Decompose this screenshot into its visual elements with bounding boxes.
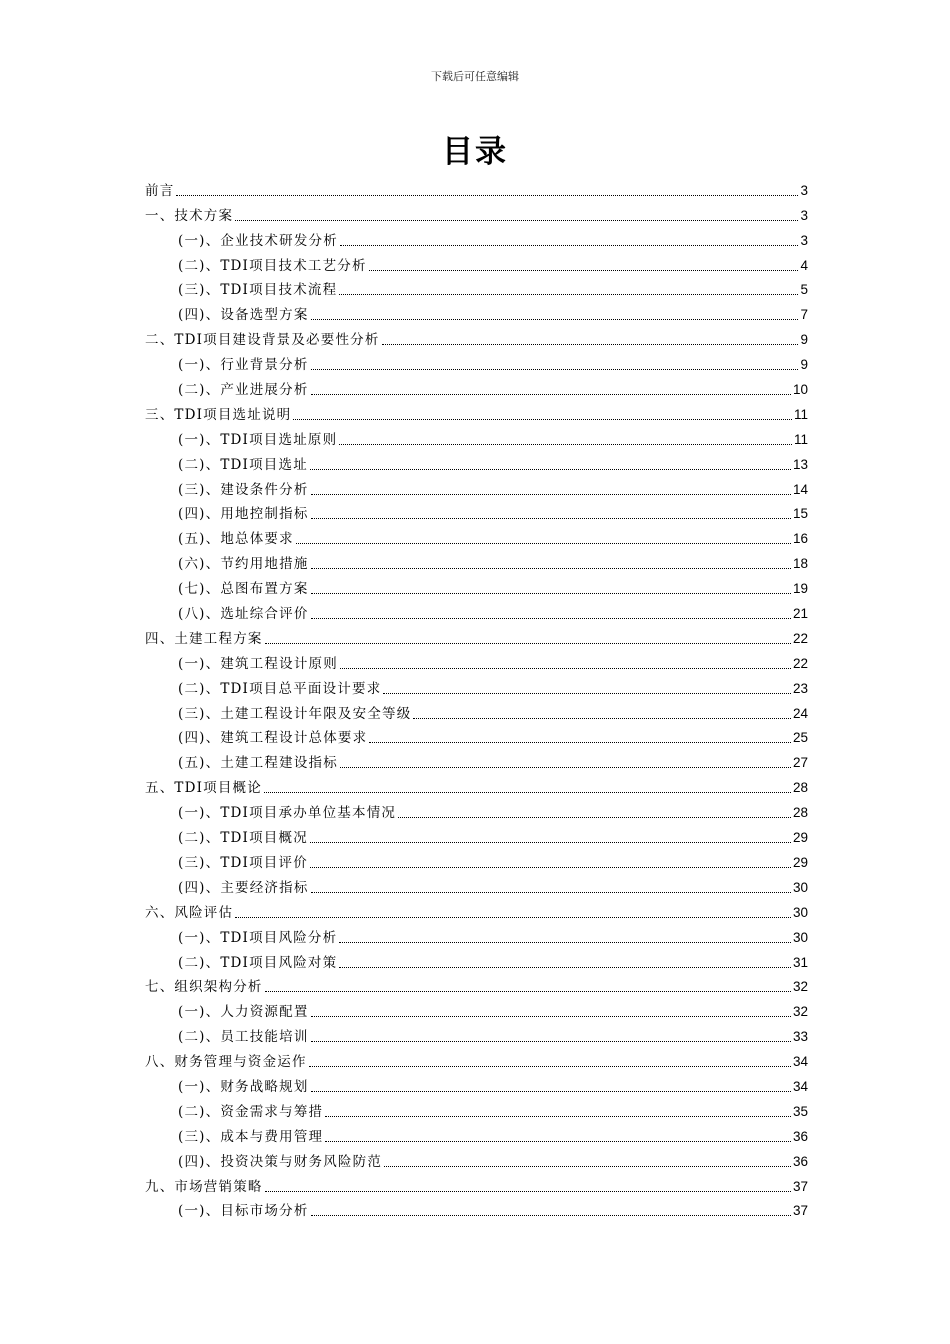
toc-entry-label[interactable]: (二)、TDI项目技术工艺分析 <box>178 257 367 274</box>
dot-leader <box>311 394 791 395</box>
dot-leader <box>311 369 799 370</box>
dot-leader <box>309 1066 791 1067</box>
toc-entry-page-number: 34 <box>792 1054 808 1070</box>
toc-entry-label[interactable]: (一)、目标市场分析 <box>178 1203 309 1220</box>
toc-entry-page-number: 14 <box>792 481 808 497</box>
toc-entry[interactable] <box>0 872 808 897</box>
toc-entry-page-number: 32 <box>792 979 808 995</box>
toc-entry-label[interactable]: (一)、TDI项目承办单位基本情况 <box>178 805 397 822</box>
toc-entry-label[interactable]: (一)、TDI项目选址原则 <box>178 431 338 448</box>
dot-leader <box>293 419 792 420</box>
dot-leader <box>398 817 791 818</box>
toc-entry[interactable] <box>0 250 808 275</box>
toc-entry-label[interactable]: (二)、TDI项目概况 <box>178 830 308 847</box>
toc-entry-label[interactable]: (一)、财务战略规划 <box>178 1078 309 1095</box>
toc-entry-page-number: 18 <box>792 556 808 572</box>
toc-entry-page-number: 29 <box>792 854 808 870</box>
toc-entry-label[interactable]: 九、市场营销策略 <box>145 1178 263 1195</box>
dot-leader <box>340 245 799 246</box>
toc-entry[interactable] <box>0 299 808 324</box>
toc-entry-label[interactable]: (一)、建筑工程设计原则 <box>178 655 338 672</box>
toc-entry-label[interactable]: 一、技术方案 <box>145 207 234 224</box>
toc-entry-label[interactable]: 三、TDI项目选址说明 <box>145 406 292 423</box>
toc-entry-label[interactable]: (三)、建设条件分析 <box>178 481 309 498</box>
toc-entry-page-number: 9 <box>800 332 808 348</box>
toc-entry-label[interactable]: (三)、TDI项目技术流程 <box>178 282 338 299</box>
dot-leader <box>413 718 791 719</box>
toc-entry[interactable] <box>0 1021 808 1046</box>
toc-entry-page-number: 23 <box>792 680 808 696</box>
dot-leader <box>311 593 791 594</box>
dot-leader <box>235 917 791 918</box>
toc-entry-page-number: 24 <box>792 705 808 721</box>
dot-leader <box>311 568 791 569</box>
toc-entry-page-number: 29 <box>792 830 808 846</box>
dot-leader <box>384 1166 791 1167</box>
toc-entry-page-number: 4 <box>800 257 808 273</box>
toc-entry-label[interactable]: 五、TDI项目概论 <box>145 780 262 797</box>
toc-entry[interactable] <box>0 747 808 772</box>
toc-entry-page-number: 27 <box>792 755 808 771</box>
toc-entry[interactable] <box>0 1096 808 1121</box>
toc-entry-label[interactable]: (二)、TDI项目总平面设计要求 <box>178 680 382 697</box>
toc-entry-page-number: 13 <box>792 456 808 472</box>
toc-entry-page-number: 5 <box>800 282 808 298</box>
toc-entry[interactable] <box>0 897 808 922</box>
toc-entry-page-number: 32 <box>792 1004 808 1020</box>
toc-entry[interactable] <box>0 474 808 499</box>
toc-entry-label[interactable]: (四)、设备选型方案 <box>178 307 309 324</box>
toc-entry-label[interactable]: (四)、建筑工程设计总体要求 <box>178 730 368 747</box>
dot-leader <box>235 220 798 221</box>
toc-entry-label[interactable]: (三)、TDI项目评价 <box>178 854 308 871</box>
toc-entry-page-number: 31 <box>792 954 808 970</box>
toc-entry[interactable] <box>0 772 808 797</box>
toc-entry-label[interactable]: 六、风险评估 <box>145 904 234 921</box>
dot-leader <box>310 867 791 868</box>
toc-title: 目录 <box>442 134 508 170</box>
toc-entry[interactable] <box>0 200 808 225</box>
toc-entry[interactable] <box>0 1121 808 1146</box>
toc-entry-label[interactable]: (七)、总图布置方案 <box>178 581 309 598</box>
toc-entry-page-number: 3 <box>800 232 808 248</box>
toc-entry-page-number: 11 <box>793 431 808 447</box>
toc-entry-label[interactable]: (五)、土建工程建设指标 <box>178 755 338 772</box>
toc-entry[interactable] <box>0 275 808 300</box>
dot-leader <box>325 1116 791 1117</box>
toc-entry-label[interactable]: (二)、员工技能培训 <box>178 1029 309 1046</box>
toc-entry-label[interactable]: 八、财务管理与资金运作 <box>145 1054 307 1071</box>
toc-entry-page-number: 15 <box>792 506 808 522</box>
toc-entry[interactable] <box>0 374 808 399</box>
dot-leader <box>311 518 791 519</box>
toc-entry-label[interactable]: 七、组织架构分析 <box>145 979 263 996</box>
dot-leader <box>311 1041 791 1042</box>
toc-entry[interactable] <box>0 698 808 723</box>
dot-leader <box>310 842 791 843</box>
toc-entry-label[interactable]: (三)、成本与费用管理 <box>178 1128 324 1145</box>
toc-entry-label[interactable]: (二)、产业进展分析 <box>178 382 309 399</box>
toc-entry[interactable] <box>0 499 808 524</box>
toc-entry-label[interactable]: (二)、TDI项目风险对策 <box>178 954 338 971</box>
toc-entry-page-number: 33 <box>792 1029 808 1045</box>
toc-entry-page-number: 21 <box>792 606 808 622</box>
toc-entry-page-number: 28 <box>792 780 808 796</box>
toc-entry[interactable] <box>0 523 808 548</box>
toc-entry[interactable] <box>0 723 808 748</box>
page-header: 下载后可任意编辑 <box>431 70 519 83</box>
toc-entry-page-number: 37 <box>792 1203 808 1219</box>
dot-leader <box>311 494 791 495</box>
dot-leader <box>265 643 791 644</box>
toc-entry[interactable] <box>0 623 808 648</box>
toc-entry[interactable] <box>0 648 808 673</box>
toc-entry[interactable] <box>0 847 808 872</box>
dot-leader <box>311 618 791 619</box>
toc-entry[interactable] <box>0 1046 808 1071</box>
dot-leader <box>264 792 791 793</box>
toc-entry[interactable] <box>0 1146 808 1171</box>
toc-entry[interactable] <box>0 822 808 847</box>
toc-entry-page-number: 7 <box>800 307 808 323</box>
dot-leader <box>310 469 791 470</box>
toc-entry[interactable] <box>0 972 808 997</box>
toc-entry-label[interactable]: (八)、选址综合评价 <box>178 606 309 623</box>
toc-entry-page-number: 10 <box>792 382 808 398</box>
toc-entry-page-number: 28 <box>792 805 808 821</box>
toc-entry[interactable] <box>0 399 808 424</box>
toc-entry-label[interactable]: (一)、人力资源配置 <box>178 1004 309 1021</box>
dot-leader <box>369 270 799 271</box>
toc-entry-page-number: 22 <box>792 655 808 671</box>
toc-entry[interactable] <box>0 573 808 598</box>
toc-entry-label[interactable]: (三)、土建工程设计年限及安全等级 <box>178 705 412 722</box>
table-of-contents <box>0 175 950 1220</box>
toc-entry-label[interactable]: (二)、TDI项目选址 <box>178 456 308 473</box>
toc-entry[interactable] <box>0 1196 808 1221</box>
toc-entry[interactable] <box>0 797 808 822</box>
toc-entry-page-number: 30 <box>792 929 808 945</box>
toc-entry-label[interactable]: (六)、节约用地措施 <box>178 556 309 573</box>
toc-entry[interactable] <box>0 548 808 573</box>
toc-entry-page-number: 30 <box>792 879 808 895</box>
toc-entry[interactable] <box>0 424 808 449</box>
toc-entry-page-number: 37 <box>792 1178 808 1194</box>
dot-leader <box>176 195 798 196</box>
toc-entry-page-number: 35 <box>792 1103 808 1119</box>
dot-leader <box>265 991 791 992</box>
toc-entry[interactable] <box>0 449 808 474</box>
dot-leader <box>325 1141 791 1142</box>
dot-leader <box>339 294 798 295</box>
toc-entry-page-number: 36 <box>792 1128 808 1144</box>
dot-leader <box>311 892 791 893</box>
toc-entry[interactable] <box>0 996 808 1021</box>
toc-entry-page-number: 25 <box>792 730 808 746</box>
toc-entry[interactable] <box>0 175 808 200</box>
toc-entry[interactable] <box>0 947 808 972</box>
toc-entry-page-number: 36 <box>792 1153 808 1169</box>
toc-entry[interactable] <box>0 225 808 250</box>
toc-entry[interactable] <box>0 1071 808 1096</box>
dot-leader <box>311 1215 791 1216</box>
toc-entry[interactable] <box>0 922 808 947</box>
dot-leader <box>383 693 791 694</box>
toc-entry-page-number: 22 <box>792 630 808 646</box>
dot-leader <box>340 767 791 768</box>
dot-leader <box>296 543 791 544</box>
toc-entry-page-number: 16 <box>792 531 808 547</box>
toc-entry-page-number: 3 <box>800 207 808 223</box>
toc-entry-label[interactable]: 二、TDI项目建设背景及必要性分析 <box>145 332 380 349</box>
dot-leader <box>340 668 791 669</box>
toc-entry-label[interactable]: (一)、行业背景分析 <box>178 357 309 374</box>
toc-entry-label[interactable]: (四)、主要经济指标 <box>178 879 309 896</box>
toc-entry-label[interactable]: (四)、用地控制指标 <box>178 506 309 523</box>
toc-entry-label[interactable]: (一)、企业技术研发分析 <box>178 232 338 249</box>
toc-entry-page-number: 19 <box>792 581 808 597</box>
toc-entry-label[interactable]: 前言 <box>145 182 175 199</box>
dot-leader <box>369 742 791 743</box>
toc-entry-page-number: 11 <box>793 406 808 422</box>
toc-entry[interactable] <box>0 1171 808 1196</box>
toc-entry-label[interactable]: (一)、TDI项目风险分析 <box>178 929 338 946</box>
toc-entry[interactable] <box>0 598 808 623</box>
dot-leader <box>382 344 799 345</box>
toc-entry-label[interactable]: (二)、资金需求与筹措 <box>178 1103 324 1120</box>
toc-entry[interactable] <box>0 349 808 374</box>
dot-leader <box>311 1091 791 1092</box>
dot-leader <box>339 942 791 943</box>
dot-leader <box>265 1191 791 1192</box>
dot-leader <box>339 967 791 968</box>
toc-entry[interactable] <box>0 324 808 349</box>
toc-entry-page-number: 30 <box>792 904 808 920</box>
toc-entry-page-number: 9 <box>800 357 808 373</box>
toc-entry-page-number: 34 <box>792 1078 808 1094</box>
dot-leader <box>311 1016 791 1017</box>
toc-entry-label[interactable]: (五)、地总体要求 <box>178 531 294 548</box>
dot-leader <box>339 444 792 445</box>
toc-entry-label[interactable]: 四、土建工程方案 <box>145 630 263 647</box>
toc-entry-label[interactable]: (四)、投资决策与财务风险防范 <box>178 1153 383 1170</box>
toc-entry-page-number: 3 <box>800 182 808 198</box>
dot-leader <box>311 319 799 320</box>
toc-entry[interactable] <box>0 673 808 698</box>
